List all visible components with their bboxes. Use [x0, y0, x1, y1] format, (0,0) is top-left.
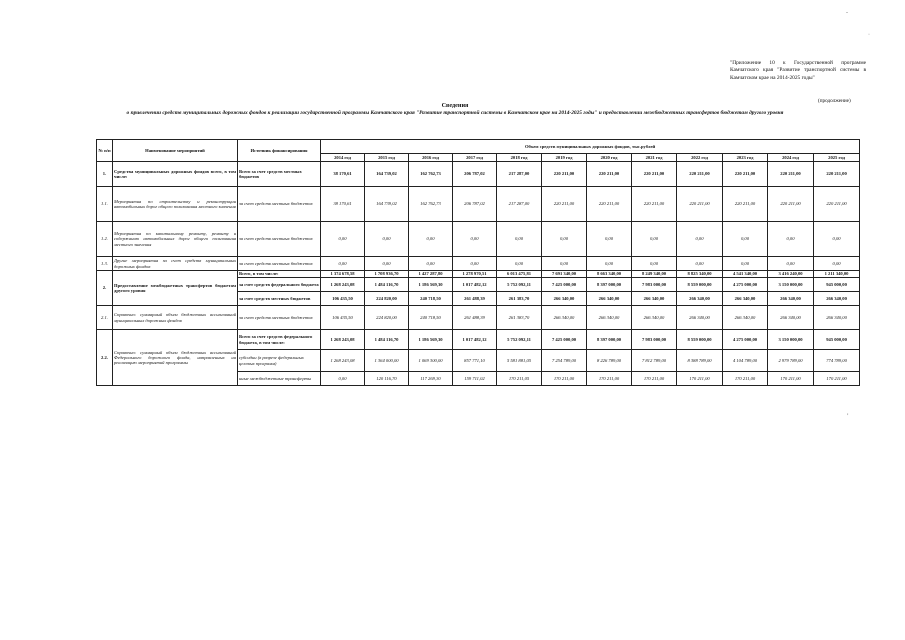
value-cell: 0,00 [632, 222, 677, 257]
value-cell: 1 364 000,00 [365, 350, 409, 372]
value-cell: 0,00 [677, 222, 723, 257]
value-cell: 1 278 970,51 [453, 271, 497, 278]
value-cell: 0,00 [409, 257, 453, 271]
table-row [97, 306, 860, 330]
value-cell: 0,00 [453, 222, 497, 257]
header-year: 2017 год [453, 154, 497, 162]
value-cell: 220 211,00 [677, 162, 723, 187]
row-name: Другие мероприятия за счет средств муниципальных дорожных фондов [114, 258, 236, 269]
row-source: за счет средств местных бюджетов [238, 257, 321, 271]
value-cell: 266 340,00 [632, 292, 677, 306]
header-year: 2023 год [723, 154, 768, 162]
value-cell: 220 211,00 [632, 162, 677, 187]
value-cell: 38 170,61 [321, 162, 365, 187]
value-cell: 7 425 000,00 [542, 278, 587, 292]
row-name: Средства муниципальных дорожных фондов всего, в том числе: [113, 162, 238, 187]
value-cell: 170 211,00 [587, 372, 632, 386]
value-cell: 266 340,00 [677, 306, 723, 330]
row-source: Всего за счет средств федерального бюджета, в том числе: [238, 330, 321, 350]
value-cell: 220 211,00 [632, 187, 677, 222]
header-name: Наименование мероприятий [113, 140, 238, 162]
value-cell: 266 340,00 [542, 292, 587, 306]
value-cell: 1 186 569,30 [409, 278, 453, 292]
value-cell: 1 484 116,70 [365, 278, 409, 292]
value-cell: 170 211,00 [723, 372, 768, 386]
row-source: иные межбюджетные трансферты [238, 372, 321, 386]
value-cell: 220 211,00 [723, 187, 768, 222]
value-cell: 7 812 789,00 [632, 350, 677, 372]
value-cell: 0,00 [814, 222, 860, 257]
value-cell: 266 340,00 [587, 306, 632, 330]
value-cell: 5 752 092,11 [497, 330, 542, 350]
value-cell: 266 340,00 [587, 292, 632, 306]
value-cell: 4 275 000,00 [723, 330, 768, 350]
row-number: 2. [97, 271, 113, 306]
scan-mark: , [847, 410, 849, 416]
value-cell: 8 226 789,00 [587, 350, 632, 372]
value-cell: 1 374 678,58 [321, 271, 365, 278]
row-name: Мероприятия по строительству и реконструкции автомобильных дорог общего пользования местного значения [113, 187, 238, 222]
value-cell: 8 397 000,00 [587, 330, 632, 350]
value-cell: 120 116,70 [365, 372, 409, 386]
row-number: 1.2. [97, 222, 113, 257]
document-subtitle: о привлечении средств муниципальных дорожных фондов к реализации государственной программы Камчатского края "Развитие транспортной системы в Камчатском крае на 2014-2025 годы" и предоставлении межбюджетных трансфертов бюджетам другого уровня [126, 110, 784, 116]
continuation-label: (продолжение) [818, 98, 851, 104]
value-cell: 170 211,00 [632, 372, 677, 386]
table-row [97, 222, 860, 257]
value-cell: 1 211 340,00 [814, 271, 860, 278]
header-volume: Объем средств муниципальных дорожных фондов, тыс.рублей [321, 140, 860, 154]
value-cell: 266 340,00 [768, 306, 814, 330]
value-cell: 3 150 000,00 [768, 278, 814, 292]
value-cell: 945 000,00 [814, 278, 860, 292]
value-cell: 4 275 000,00 [723, 278, 768, 292]
row-name: Справочно: суммарный объем бюджетных ассигнований Федерального дорожного фонда, направленных на реализацию мероприятий программы [113, 330, 238, 386]
value-cell: 266 340,00 [632, 306, 677, 330]
value-cell: 220 211,00 [677, 187, 723, 222]
table-header-row [97, 140, 860, 154]
value-cell: 0,00 [497, 222, 542, 257]
table-row [97, 271, 860, 278]
value-cell: 106 435,50 [321, 292, 365, 306]
value-cell: 8 663 340,00 [587, 271, 632, 278]
value-cell: 0,00 [497, 257, 542, 271]
appendix-note: "Приложение 10 к Государственной программе Камчатского края "Развитие транспортной системы в Камчатском крае на 2014-2025 годы" [730, 60, 866, 81]
value-cell: 106 435,50 [321, 306, 365, 330]
value-cell: 261 383,70 [497, 306, 542, 330]
value-cell: 170 211,00 [542, 372, 587, 386]
value-cell: 261 488,39 [453, 292, 497, 306]
value-cell: 220 211,00 [542, 162, 587, 187]
value-cell: 0,00 [365, 257, 409, 271]
value-cell: 220 211,00 [814, 187, 860, 222]
row-source: за счет средств федерального бюджета [238, 278, 321, 292]
value-cell: 1 017 482,12 [453, 278, 497, 292]
value-cell: 266 340,00 [814, 306, 860, 330]
value-cell: 774 789,00 [814, 350, 860, 372]
value-cell: 5 581 881,05 [497, 350, 542, 372]
header-year: 2019 год [542, 154, 587, 162]
value-cell: 1 268 243,08 [321, 278, 365, 292]
value-cell: 6 013 475,81 [497, 271, 542, 278]
value-cell: 857 771,10 [453, 350, 497, 372]
value-cell: 0,00 [365, 222, 409, 257]
header-source: Источник финансирования [238, 140, 321, 162]
value-cell: 0,00 [768, 222, 814, 257]
header-year: 2016 год [409, 154, 453, 162]
table-row [97, 162, 860, 187]
value-cell: 0,00 [587, 222, 632, 257]
value-cell: 220 211,00 [542, 187, 587, 222]
value-cell: 170 211,00 [677, 372, 723, 386]
value-cell: 240 718,50 [409, 306, 453, 330]
value-cell: 162 762,73 [409, 187, 453, 222]
row-number: 2.1. [97, 306, 113, 330]
value-cell: 170 211,00 [768, 372, 814, 386]
row-number: 2.2. [97, 330, 113, 386]
value-cell: 159 711,02 [453, 372, 497, 386]
value-cell: 8 397 000,00 [587, 278, 632, 292]
header-year: 2025 год [814, 154, 860, 162]
value-cell: 1 186 569,30 [409, 330, 453, 350]
value-cell: 8 559 000,00 [677, 278, 723, 292]
value-cell: 0,00 [453, 257, 497, 271]
value-cell: 220 211,00 [587, 162, 632, 187]
value-cell: 117 269,30 [409, 372, 453, 386]
row-name: Мероприятия по капитальному ремонту, ремонту и содержанию автомобильных дорог общего пользования местного значения [113, 222, 238, 257]
value-cell: 217 287,00 [497, 187, 542, 222]
row-name: Предоставление межбюджетных трансфертов бюджетам другого уровня [113, 271, 238, 306]
value-cell: 38 170,61 [321, 187, 365, 222]
value-cell: 261 383,70 [497, 292, 542, 306]
value-cell: 1 268 243,08 [321, 350, 365, 372]
value-cell: 1 268 243,08 [321, 330, 365, 350]
row-name: Справочно: суммарный объем бюджетных ассигнований муниципальных дорожных фондов [113, 306, 238, 330]
value-cell: 945 000,00 [814, 330, 860, 350]
value-cell: 224 820,00 [365, 306, 409, 330]
value-cell: 1 069 300,00 [409, 350, 453, 372]
scan-mark: - [846, 10, 848, 16]
value-cell: 7 425 000,00 [542, 330, 587, 350]
value-cell: 0,00 [321, 257, 365, 271]
row-source: Всего, в том числе: [238, 271, 321, 278]
value-cell: 2 979 789,00 [768, 350, 814, 372]
value-cell: 266 340,00 [723, 292, 768, 306]
row-number: 1. [97, 162, 113, 187]
value-cell: 0,00 [321, 372, 365, 386]
funding-table [96, 139, 860, 386]
value-cell: 266 340,00 [723, 306, 768, 330]
value-cell: 3 416 240,00 [768, 271, 814, 278]
table-row [97, 330, 860, 350]
value-cell: 3 150 000,00 [768, 330, 814, 350]
value-cell: 1 484 116,70 [365, 330, 409, 350]
header-year: 2015 год [365, 154, 409, 162]
header-year: 2020 год [587, 154, 632, 162]
value-cell: 164 739,02 [365, 162, 409, 187]
table-row [97, 187, 860, 222]
value-cell: 8 249 340,00 [632, 271, 677, 278]
header-year: 2014 год [321, 154, 365, 162]
value-cell: 224 820,00 [365, 292, 409, 306]
value-cell: 206 787,02 [453, 187, 497, 222]
value-cell: 164 739,02 [365, 187, 409, 222]
value-cell: 220 211,00 [768, 162, 814, 187]
value-cell: 7 254 789,00 [542, 350, 587, 372]
value-cell: 220 211,00 [723, 162, 768, 187]
value-cell: 0,00 [723, 257, 768, 271]
value-cell: 266 340,00 [542, 306, 587, 330]
value-cell: 0,00 [542, 222, 587, 257]
value-cell: 220 211,00 [768, 187, 814, 222]
value-cell: 170 211,00 [814, 372, 860, 386]
header-year: 2024 год [768, 154, 814, 162]
value-cell: 0,00 [814, 257, 860, 271]
value-cell: 0,00 [321, 222, 365, 257]
row-source: Всего за счет средств местных бюджетов [238, 162, 321, 187]
value-cell: 1 708 936,70 [365, 271, 409, 278]
row-source: за счет средств местных бюджетов [238, 187, 321, 222]
row-number: 1.1. [97, 187, 113, 222]
value-cell: 162 762,73 [409, 162, 453, 187]
row-source: за счет средств местных бюджетов [238, 222, 321, 257]
table-row [97, 257, 860, 271]
value-cell: 0,00 [677, 257, 723, 271]
value-cell: 0,00 [587, 257, 632, 271]
value-cell: 261 488,39 [453, 306, 497, 330]
header-no: № п/п [97, 140, 113, 162]
value-cell: 8 388 789,00 [677, 350, 723, 372]
value-cell: 0,00 [409, 222, 453, 257]
value-cell: 170 211,05 [497, 372, 542, 386]
value-cell: 4 541 340,00 [723, 271, 768, 278]
row-number: 1.3. [97, 257, 113, 271]
value-cell: 0,00 [542, 257, 587, 271]
scan-mark: · [868, 32, 870, 38]
value-cell: 0,00 [632, 257, 677, 271]
value-cell: 240 718,50 [409, 292, 453, 306]
value-cell: 266 340,00 [768, 292, 814, 306]
header-year: 2018 год [497, 154, 542, 162]
value-cell: 266 340,00 [814, 292, 860, 306]
row-source: субсидии (в разрезе федеральных целевых программ) [238, 350, 321, 372]
row-source: за счет средств местных бюджетов [238, 306, 321, 330]
value-cell: 1 427 287,80 [409, 271, 453, 278]
title-block [110, 102, 800, 117]
value-cell: 217 287,00 [497, 162, 542, 187]
value-cell: 1 017 482,12 [453, 330, 497, 350]
value-cell: 7 983 000,00 [632, 278, 677, 292]
value-cell: 0,00 [723, 222, 768, 257]
value-cell: 7 983 000,00 [632, 330, 677, 350]
value-cell: 0,00 [768, 257, 814, 271]
value-cell: 8 825 340,00 [677, 271, 723, 278]
header-year: 2021 год [632, 154, 677, 162]
value-cell: 206 787,02 [453, 162, 497, 187]
value-cell: 220 211,00 [814, 162, 860, 187]
value-cell: 4 104 789,00 [723, 350, 768, 372]
value-cell: 7 691 340,00 [542, 271, 587, 278]
header-year: 2022 год [677, 154, 723, 162]
document-title: Сведения [441, 102, 469, 109]
row-source: за счет средств местных бюджетов [238, 292, 321, 306]
value-cell: 220 211,00 [587, 187, 632, 222]
value-cell: 266 340,00 [677, 292, 723, 306]
value-cell: 5 752 092,11 [497, 278, 542, 292]
value-cell: 8 559 000,00 [677, 330, 723, 350]
